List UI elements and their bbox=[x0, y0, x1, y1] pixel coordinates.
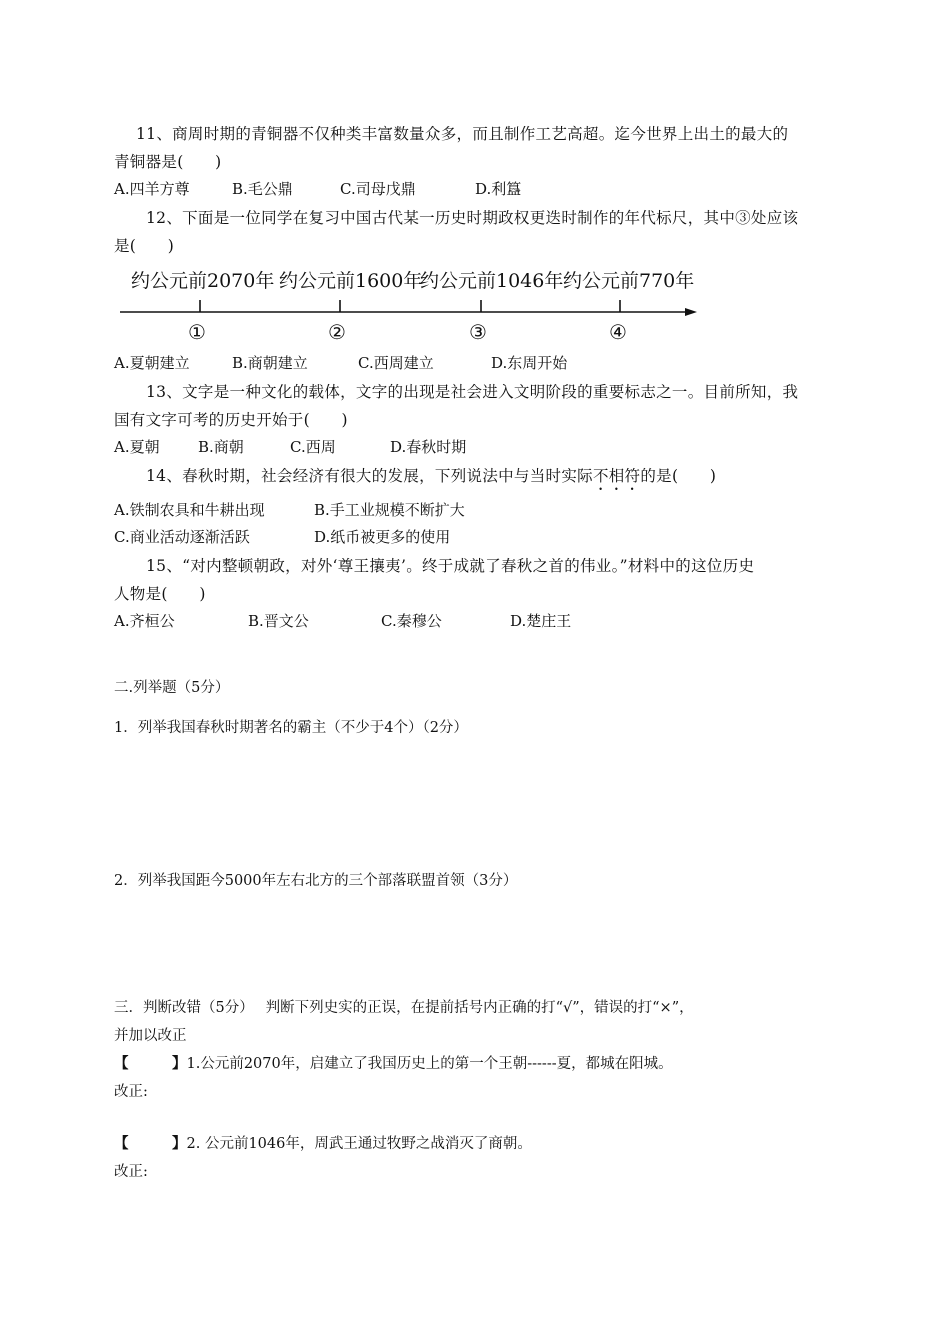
q12-line1: 12、下面是一位同学在复习中国古代某一历史时期政权更迭时制作的年代标尺，其中③处应该 bbox=[146, 209, 799, 227]
q13-option-b: B.商朝 bbox=[198, 438, 244, 456]
section3-item-1-text: 1.公元前2070年，启建立了我国历史上的第一个王朝------夏，都城在阳城。 bbox=[186, 1056, 673, 1072]
q13-option-d: D.春秋时期 bbox=[390, 438, 467, 456]
section3-item-2-fix: 改正: bbox=[114, 1164, 148, 1180]
section3-title: 三．判断改错（5分） 判断下列史实的正误，在提前括号内正确的打“√”，错误的打“×”， bbox=[114, 1000, 694, 1016]
timeline-marker-3: ③ bbox=[469, 320, 487, 344]
q15-option-a: A.齐桓公 bbox=[114, 612, 175, 630]
section3-item-2-text: 2. 公元前1046年，周武王通过牧野之战消灭了商朝。 bbox=[186, 1136, 532, 1152]
q11-line2: 青铜器是( ) bbox=[114, 153, 222, 171]
q11-option-a: A.四羊方尊 bbox=[114, 180, 190, 198]
section3-item-1 bbox=[114, 1052, 673, 1073]
section3-item-1-fix: 改正: bbox=[114, 1084, 148, 1100]
timeline-marker-1: ① bbox=[188, 320, 206, 344]
timeline-marker-2: ② bbox=[328, 320, 346, 344]
q11-line1: 11、商周时期的青铜器不仅种类丰富数量众多，而且制作工艺高超。迄今世界上出土的最大的 bbox=[136, 125, 789, 143]
section3-title-cont: 并加以改正 bbox=[114, 1028, 187, 1044]
timeline-label-4: 约公元前770年 bbox=[563, 270, 695, 292]
q14-stem-emphasis: 不相符 bbox=[592, 467, 641, 485]
q15-option-c: C.秦穆公 bbox=[381, 612, 442, 630]
q14-stem-pre: 14、春秋时期，社会经济有很大的发展，下列说法中与当时实际 bbox=[146, 467, 593, 485]
q11-option-c: C.司母戊鼎 bbox=[340, 180, 416, 198]
q13-line2: 国有文字可考的历史开始于( ) bbox=[114, 411, 348, 429]
q15-option-d: D.楚庄王 bbox=[510, 612, 572, 630]
timeline-label-3: 约公元前1046年 bbox=[420, 270, 564, 292]
section2-item-1: 1．列举我国春秋时期著名的霸主（不少于4个）（2分） bbox=[114, 720, 468, 736]
q15-option-b: B.晋文公 bbox=[248, 612, 309, 630]
q12-option-a: A.夏朝建立 bbox=[114, 354, 190, 372]
q14-option-a: A.铁制农具和牛耕出现 bbox=[114, 501, 265, 519]
q15-line1: 15、“对内整顿朝政，对外‘尊王攘夷’。终于成就了春秋之首的伟业。”材料中的这位历史 bbox=[146, 557, 755, 575]
q13-option-a: A.夏朝 bbox=[114, 438, 160, 456]
q13-line1: 13、文字是一种文化的载体，文字的出现是社会进入文明阶段的重要标志之一。目前所知，我 bbox=[146, 383, 799, 401]
timeline-arrow-head bbox=[685, 308, 697, 316]
section2-item-2: 2．列举我国距今5000年左右北方的三个部落联盟首领（3分） bbox=[114, 873, 518, 889]
q11-option-d: D.利簋 bbox=[475, 180, 522, 198]
q12-option-c: C.西周建立 bbox=[358, 354, 434, 372]
q14-stem bbox=[146, 464, 716, 494]
q15-line2: 人物是( ) bbox=[114, 585, 206, 603]
q14-stem-post: 的是( ) bbox=[640, 467, 717, 485]
section2-title: 二.列举题（5分） bbox=[114, 680, 230, 696]
section3-item-2 bbox=[114, 1132, 532, 1153]
timeline-label-1: 约公元前2070年 bbox=[131, 270, 275, 292]
q14-option-d: D.纸币被更多的使用 bbox=[314, 528, 451, 546]
q14-option-b: B.手工业规模不断扩大 bbox=[314, 501, 465, 519]
timeline-label-2: 约公元前1600年 bbox=[279, 270, 423, 292]
answer-bracket-1: 【 】 bbox=[114, 1055, 187, 1072]
q13-option-c: C.西周 bbox=[290, 438, 336, 456]
q12-option-d: D.东周开始 bbox=[491, 354, 568, 372]
q12-option-b: B.商朝建立 bbox=[232, 354, 308, 372]
q12-line2: 是( ) bbox=[114, 237, 175, 255]
timeline-marker-4: ④ bbox=[609, 320, 627, 344]
q11-option-b: B.毛公鼎 bbox=[232, 180, 293, 198]
answer-bracket-2: 【 】 bbox=[114, 1135, 187, 1152]
q14-option-c: C.商业活动逐渐活跃 bbox=[114, 528, 250, 546]
